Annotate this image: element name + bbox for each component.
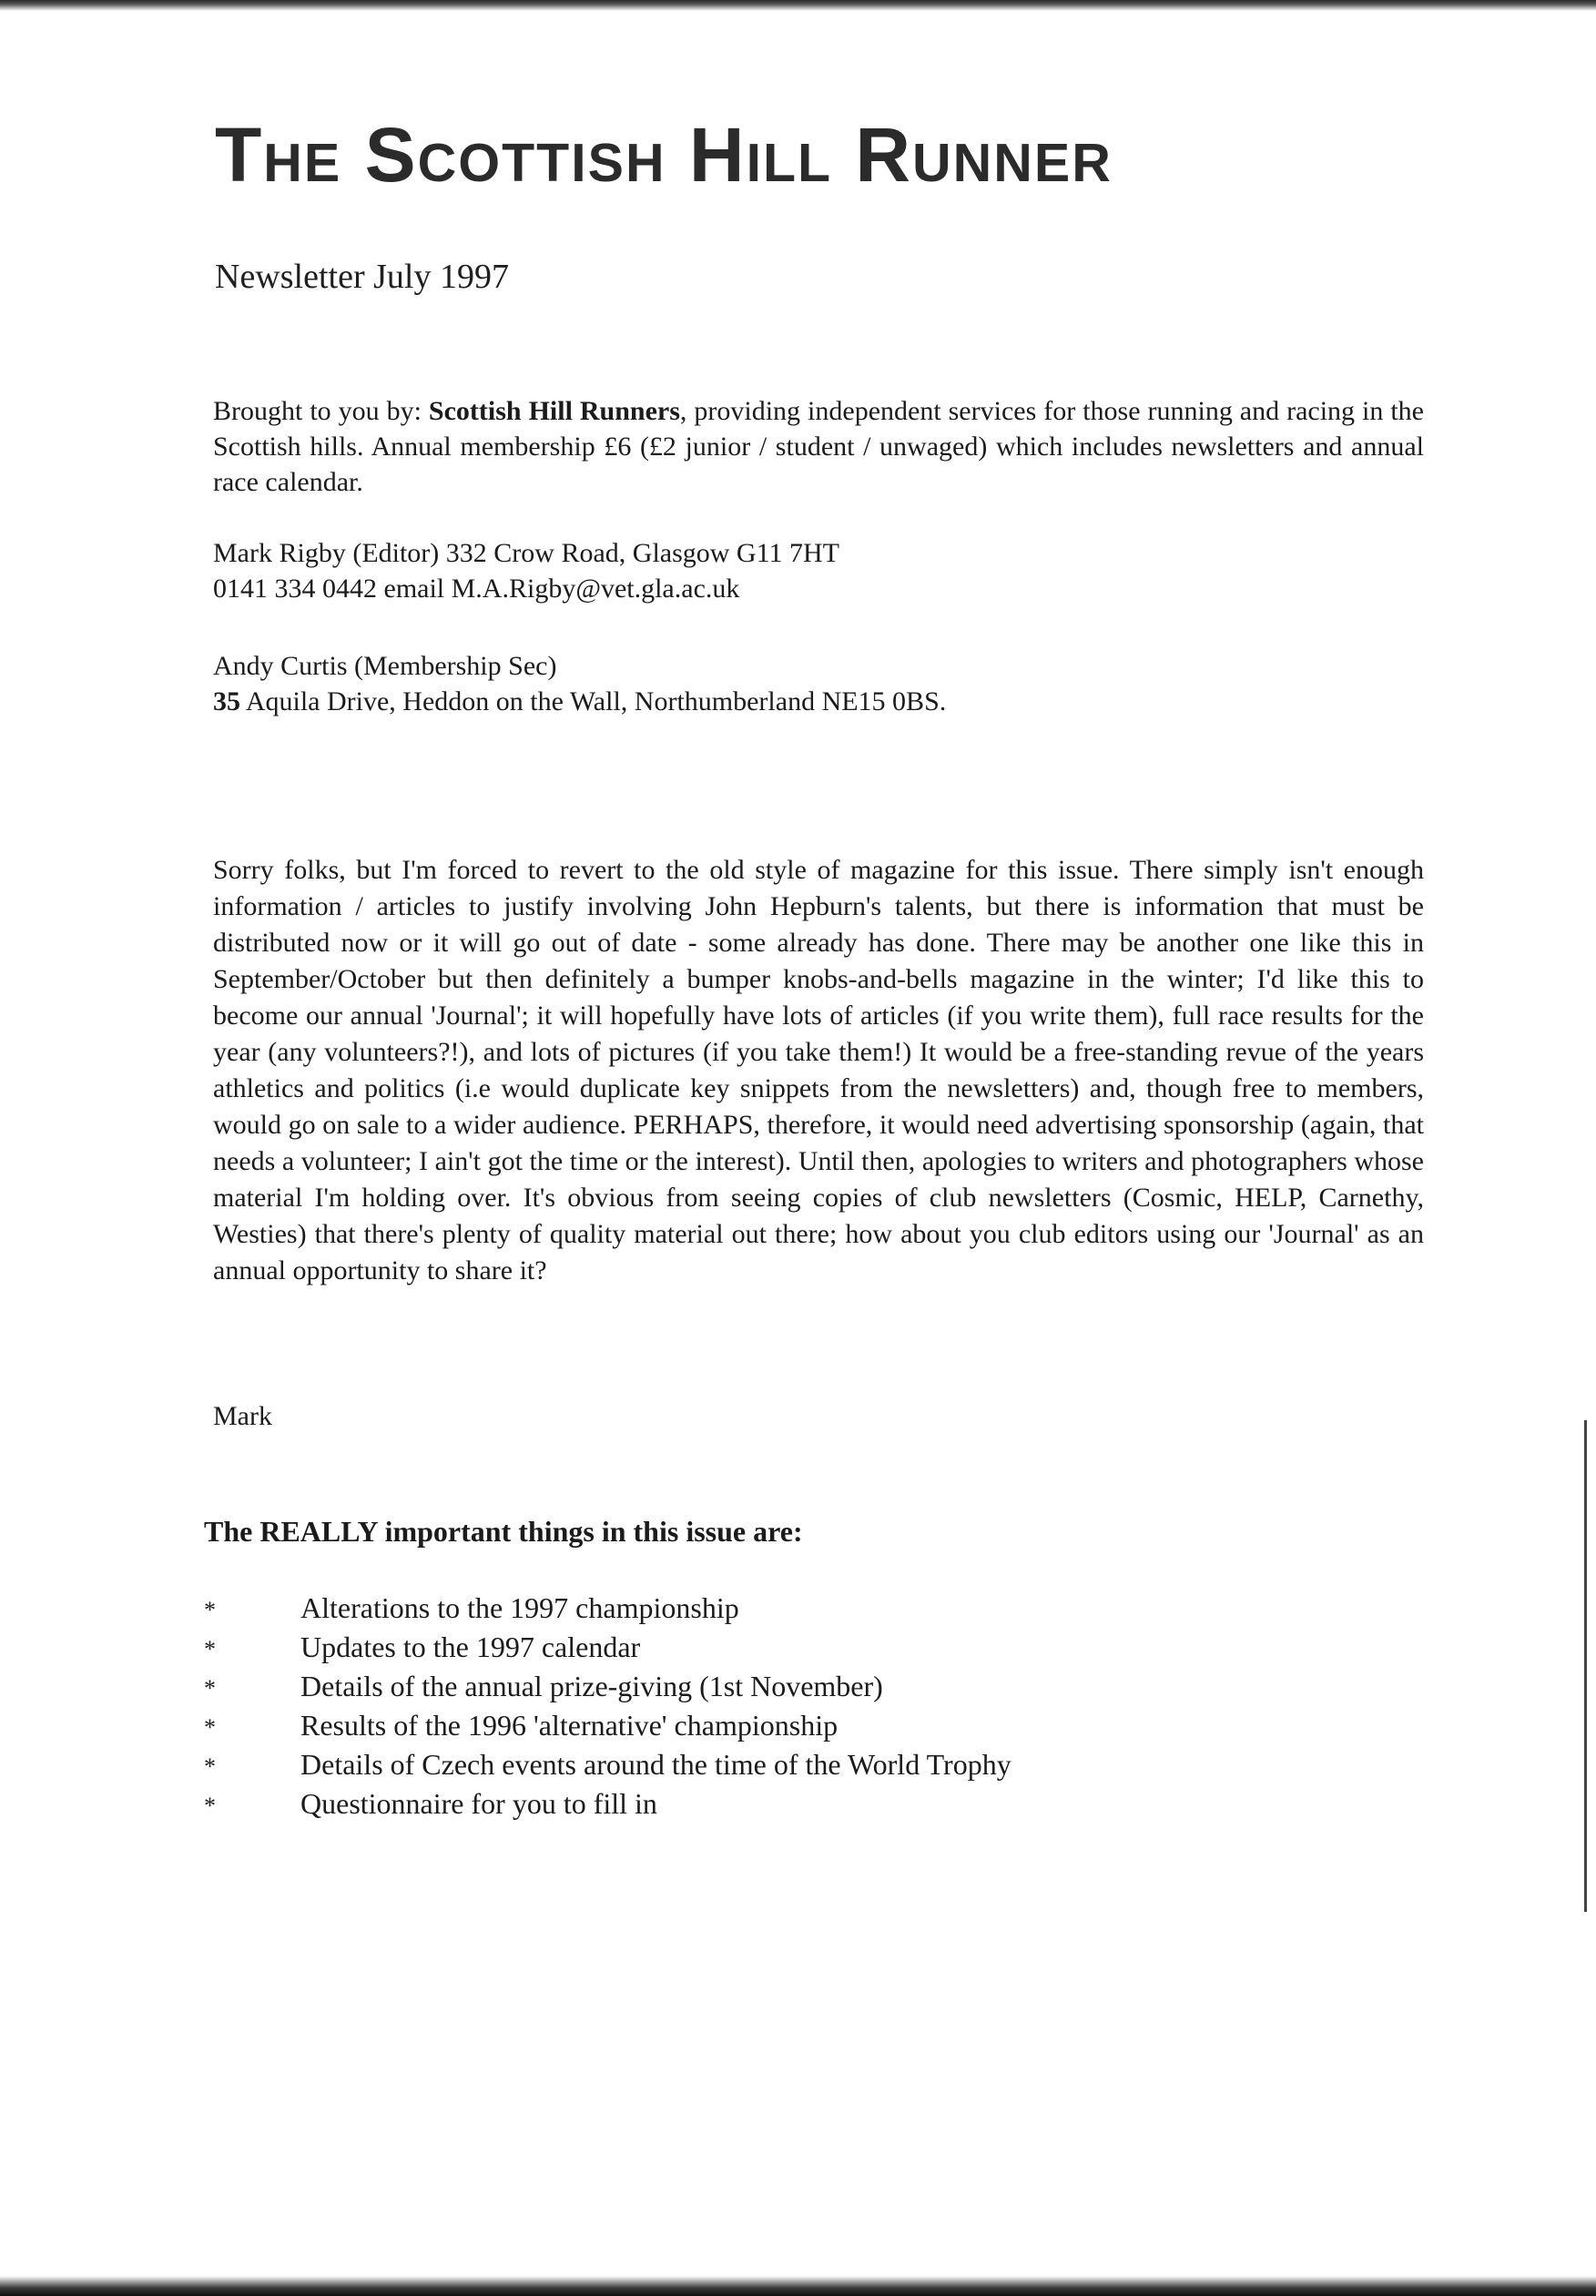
membership-name: Andy Curtis (Membership Sec) (213, 651, 557, 681)
important-heading: The REALLY important things in this issue are: (204, 1515, 803, 1548)
editor-contact (213, 535, 1424, 606)
scan-edge-top (0, 0, 1596, 11)
bullet-symbol: * (204, 1793, 216, 1819)
bullet-symbol: * (204, 1636, 216, 1662)
membership-contact (213, 648, 1424, 719)
bullet-symbol: * (204, 1753, 216, 1780)
list-item (204, 1629, 1296, 1668)
list-item-text: Results of the 1996 'alternative' championship (300, 1709, 839, 1742)
editor-phone-email: 0141 334 0442 email M.A.Rigby@vet.gla.ac.uk (213, 574, 740, 604)
membership-address-rest: Aquila Drive, Heddon on the Wall, Northumberland NE15 0BS. (240, 686, 947, 716)
editorial-signoff: Mark (213, 1401, 272, 1431)
newsletter-subtitle: Newsletter July 1997 (215, 258, 509, 296)
masthead-title: The Scottish Hill Runner (215, 112, 1113, 198)
list-item-text: Alterations to the 1997 championship (300, 1591, 739, 1624)
list-item (204, 1707, 1296, 1746)
list-item-text: Questionnaire for you to fill in (300, 1787, 657, 1820)
membership-house-number: 35 (213, 686, 240, 716)
bullet-symbol: * (204, 1675, 216, 1702)
intro-prefix: Brought to you by: (213, 396, 429, 426)
list-item-text: Details of the annual prize-giving (1st November) (300, 1670, 883, 1702)
list-item (204, 1668, 1296, 1707)
bullet-symbol: * (204, 1597, 216, 1623)
intro-rest: , providing independent services for those running and racing in the Scottish hills. Annual membership £6 (£2 junior / student / unwaged) which includes newsletters and annual race calendar. (213, 396, 1424, 497)
membership-address (213, 684, 1424, 719)
important-list (204, 1590, 1296, 1824)
intro-paragraph (213, 393, 1424, 500)
list-item-text: Updates to the 1997 calendar (300, 1631, 641, 1663)
list-item (204, 1785, 1296, 1824)
list-item (204, 1590, 1296, 1629)
scan-edge-bottom (0, 2276, 1596, 2296)
list-item-text: Details of Czech events around the time of the World Trophy (300, 1748, 1011, 1781)
editor-address: Mark Rigby (Editor) 332 Crow Road, Glasgow G11 7HT (213, 538, 839, 568)
bullet-symbol: * (204, 1714, 216, 1741)
org-name: Scottish Hill Runners (428, 396, 680, 426)
scan-edge-right (1584, 1420, 1587, 1912)
list-item (204, 1746, 1296, 1785)
editorial-body: Sorry folks, but I'm forced to revert to the old style of magazine for this issue. There simply isn't enough information / articles to justify involving John Hepburn's talents, but there is information that must be distributed now or it will go out of date - some already has done. There may be another one like this in September/October but then definitely a bumper knobs-and-bells magazine in the winter; I'd like this to become our annual 'Journal'; it will hopefully have lots of articles (if you write them), full race results for the year (any volunteers?!), and lots of pictures (if you take them!) It would be a free-standing revue of the years athletics and politics (i.e would duplicate key snippets from the newsletters) and, though free to members, would go on sale to a wider audience. PERHAPS, therefore, it would need advertising sponsorship (again, that needs a volunteer; I ain't got the time or the interest). Until then, apologies to writers and photographers whose material I'm holding over. It's obvious from seeing copies of club newsletters (Cosmic, HELP, Carnethy, Westies) that there's plenty of quality material out there; how about you club editors using our 'Journal' as an annual opportunity to share it? (213, 855, 1424, 1285)
